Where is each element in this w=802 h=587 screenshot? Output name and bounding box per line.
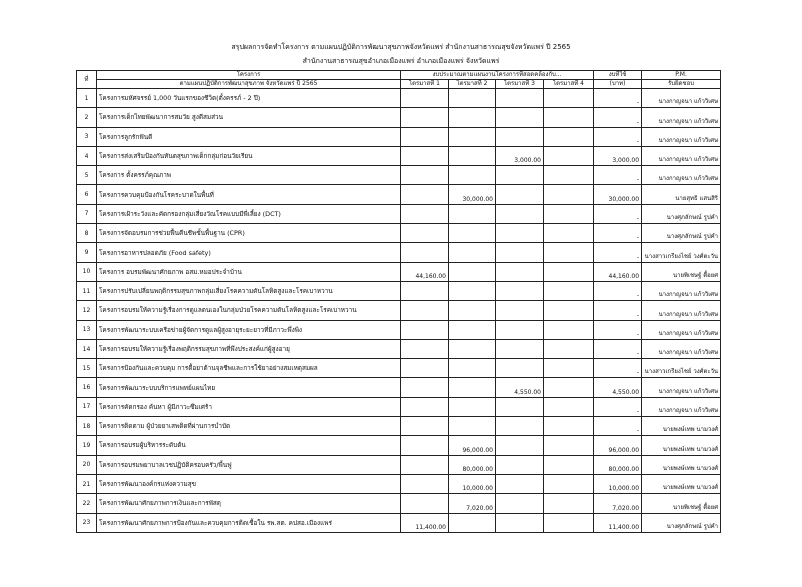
q3-amount [496,166,544,185]
q2-amount: 30,000.00 [449,185,496,204]
project-name: โครงการอบรมให้ความรู้เรื่องพฤติกรรมสุขภาพที่พึงประสงค์แก่ผู้สูงอายุ [97,339,401,358]
q1-amount [401,89,449,108]
project-name: โครงการพัฒนาศักยภาพการเงินและการพัสดุ [97,494,401,513]
q3-amount [496,339,544,358]
row-number: 20 [77,455,97,474]
q4-amount [544,281,594,300]
table-row [77,417,721,436]
q3-amount [496,494,544,513]
q2-amount [449,378,496,397]
header-q4: ไตรมาสที่ 4 [544,80,594,89]
table-header-row-1 [77,71,721,80]
table-row [77,262,721,281]
budget-amount: - [594,301,642,320]
table-row [77,224,721,243]
table-row [77,108,721,127]
project-name: โครงการเฝ้าระวังและคัดกรองกลุ่มเสี่ยงวัณโรคแบบมีพี่เลี้ยง (DCT) [97,204,401,223]
budget-amount: 96,000.00 [594,436,642,455]
budget-amount: 44,160.00 [594,262,642,281]
pm-responsible: นางกาญจนา แก้ววิเศษ [642,301,721,320]
table-header-row-2 [77,80,721,89]
pm-responsible: นางสาวเกรียงไชย์ วงศ์ตะวัน [642,243,721,262]
project-name: โครงการอบรมพยาบาลเวชปฏิบัติครอบครัว/พื้นฟู [97,455,401,474]
project-name: โครงการติดตาม ผู้ป่วยยาเสพติดที่ผ่านการบำบัด [97,417,401,436]
table-row [77,243,721,262]
project-name: โครงการปรับเปลี่ยนพฤติกรรมสุขภาพกลุ่มเสี่ยงโรคความดันโลหิตสูงและโรคเบาหวาน [97,281,401,300]
q3-amount [496,320,544,339]
pm-responsible: นางศุภลักษณ์ รูปคำ [642,204,721,223]
pm-responsible: นางกาญจนา แก้ววิเศษ [642,397,721,416]
row-number: 18 [77,417,97,436]
q4-amount [544,89,594,108]
q1-amount [401,301,449,320]
table-row [77,397,721,416]
q1-amount [401,378,449,397]
project-name: โครงการควบคุมป้องกันโรคระบาดในพื้นที่ [97,185,401,204]
q1-amount [401,455,449,474]
pm-responsible: นายพงษ์เทพ นามวงศ์ [642,455,721,474]
q4-amount [544,204,594,223]
header-budget-top: งบที่ใช้ [594,71,642,80]
q2-amount [449,89,496,108]
row-number: 8 [77,224,97,243]
row-number: 14 [77,339,97,358]
row-number: 11 [77,281,97,300]
q3-amount [496,108,544,127]
row-number: 2 [77,108,97,127]
q3-amount [496,359,544,378]
row-number: 21 [77,474,97,493]
pm-responsible: นางกาญจนา แก้ววิเศษ [642,166,721,185]
q2-amount [449,339,496,358]
header-q3: ไตรมาสที่ 3 [496,80,544,89]
q4-amount [544,224,594,243]
pm-responsible: นางกาญจนา แก้ววิเศษ [642,89,721,108]
q4-amount [544,339,594,358]
row-number: 10 [77,262,97,281]
table-row [77,513,721,532]
q3-amount [496,301,544,320]
budget-amount: 7,020.00 [594,494,642,513]
project-name: โครงการลูกรักฟันดี [97,127,401,146]
q2-amount [449,204,496,223]
q1-amount [401,339,449,358]
q1-amount [401,320,449,339]
q3-amount [496,185,544,204]
q1-amount [401,166,449,185]
pm-responsible: นางกาญจนา แก้ววิเศษ [642,320,721,339]
header-quarters-group: งบประมาณตามแผนงานโครงการที่สอดคล้องกับ... [401,71,594,80]
row-number: 5 [77,166,97,185]
project-name: โครงการจัดอบรมการช่วยฟื้นคืนชีพขั้นพื้นฐาน (CPR) [97,224,401,243]
table-row [77,320,721,339]
pm-responsible: นายสุทธิ แสนสิริ [642,185,721,204]
q2-amount [449,301,496,320]
pm-responsible: นางศุภลักษณ์ รูปคำ [642,513,721,532]
project-name: โครงการพัฒนาระบบบริการแพทย์แผนไทย [97,378,401,397]
q3-amount [496,281,544,300]
row-number: 6 [77,185,97,204]
q2-amount [449,146,496,165]
q1-amount [401,397,449,416]
q4-amount [544,243,594,262]
q4-amount [544,378,594,397]
row-number: 23 [77,513,97,532]
project-name: โครงการ อบรมพัฒนาศักยภาพ อสม.หมอประจำบ้าน [97,262,401,281]
pm-responsible: นางกาญจนา แก้ววิเศษ [642,108,721,127]
table-row [77,166,721,185]
q1-amount [401,281,449,300]
q1-amount [401,359,449,378]
pm-responsible: นายพิเชษฐ์ ตื้อยศ [642,494,721,513]
q2-amount [449,243,496,262]
q4-amount [544,108,594,127]
q4-amount [544,513,594,532]
header-pm-top: P.M. [642,71,721,80]
q3-amount [496,262,544,281]
q3-amount [496,474,544,493]
table-row [77,455,721,474]
pm-responsible: นางกาญจนา แก้ววิเศษ [642,281,721,300]
q4-amount [544,301,594,320]
budget-amount: 80,000.00 [594,455,642,474]
budget-amount: 10,000.00 [594,474,642,493]
q4-amount [544,397,594,416]
q3-amount [496,243,544,262]
document-subtitle: สำนักงานสาธารณสุขอำเภอเมืองแพร่ อำเภอเมืองแพร่ จังหวัดแพร่ [302,57,500,65]
pm-responsible: นางศุภลักษณ์ รูปคำ [642,224,721,243]
q2-amount [449,166,496,185]
row-number: 9 [77,243,97,262]
budget-amount: - [594,339,642,358]
q2-amount [449,224,496,243]
row-number: 1 [77,89,97,108]
q3-amount [496,89,544,108]
row-number: 4 [77,146,97,165]
q4-amount [544,494,594,513]
q1-amount [401,494,449,513]
budget-amount: - [594,108,642,127]
row-number: 3 [77,127,97,146]
budget-amount: - [594,224,642,243]
table-row [77,204,721,223]
q2-amount [449,127,496,146]
header-budget-bottom: (บาท) [594,80,642,89]
q4-amount [544,436,594,455]
row-number: 22 [77,494,97,513]
pm-responsible: นางกาญจนา แก้ววิเศษ [642,339,721,358]
budget-amount: - [594,359,642,378]
pm-responsible: นายพงษ์เทพ นามวงศ์ [642,417,721,436]
q2-amount [449,108,496,127]
pm-responsible: นางกาญจนา แก้ววิเศษ [642,378,721,397]
table-row [77,127,721,146]
q4-amount [544,166,594,185]
row-number: 15 [77,359,97,378]
table-row [77,339,721,358]
header-q2: ไตรมาสที่ 2 [449,80,496,89]
pm-responsible: นายพิเชษฐ์ ตื้อยศ [642,262,721,281]
budget-amount: - [594,89,642,108]
q1-amount [401,417,449,436]
table-row [77,301,721,320]
table-row [77,474,721,493]
table-row [77,146,721,165]
q2-amount [449,513,496,532]
q2-amount: 96,000.00 [449,436,496,455]
project-name: โครงการพัฒนาระบบเครือข่ายผู้จัดการดูแลผู้สูงอายุระยะยาวที่มีภาวะพึ่งพิง [97,320,401,339]
project-name: โครงการอบรมผู้บริหารระดับต้น [97,436,401,455]
budget-amount: 4,550.00 [594,378,642,397]
q1-amount [401,243,449,262]
row-number: 16 [77,378,97,397]
pm-responsible: นางสาวเกรียงไชย์ วงศ์ตะวัน [642,359,721,378]
q1-amount [401,127,449,146]
q3-amount [496,127,544,146]
budget-amount: - [594,127,642,146]
q3-amount [496,455,544,474]
q1-amount [401,436,449,455]
budget-amount: 30,000.00 [594,185,642,204]
project-name: โครงการส่งเสริมป้องกันทันตสุขภาพเด็กกลุ่มก่อนวัยเรียน [97,146,401,165]
budget-amount: - [594,397,642,416]
row-number: 17 [77,397,97,416]
q3-amount: 4,550.00 [496,378,544,397]
q2-amount [449,359,496,378]
q1-amount [401,224,449,243]
header-pm-bottom: รับผิดชอบ [642,80,721,89]
header-project-top: โครงการ [97,71,401,80]
q3-amount [496,204,544,223]
project-name: โครงการ ตั้งครรภ์คุณภาพ [97,166,401,185]
row-number: 12 [77,301,97,320]
q2-amount [449,417,496,436]
table-row [77,89,721,108]
q4-amount [544,474,594,493]
budget-amount: - [594,243,642,262]
projects-table [76,70,721,533]
table-row [77,436,721,455]
q1-amount: 44,160.00 [401,262,449,281]
project-name: โครงการคัดกรอง ค้นหา ผู้มีภาวะซึมเศร้า [97,397,401,416]
project-name: โครงการอาหารปลอดภัย (Food safety) [97,243,401,262]
q4-amount [544,185,594,204]
q4-amount [544,455,594,474]
q1-amount [401,204,449,223]
q4-amount [544,146,594,165]
project-name: โครงการเด็กไทยพัฒนาการสมวัย สูงดีสมส่วน [97,108,401,127]
q1-amount [401,108,449,127]
q2-amount [449,262,496,281]
q3-amount [496,436,544,455]
project-name: โครงการพัฒนาองค์กรแห่งความสุข [97,474,401,493]
pm-responsible: นายพงษ์เทพ นามวงศ์ [642,474,721,493]
budget-amount: 11,400.00 [594,513,642,532]
q3-amount: 3,000.00 [496,146,544,165]
q4-amount [544,320,594,339]
header-no: ที่ [77,71,97,89]
table-row [77,359,721,378]
q2-amount: 10,000.00 [449,474,496,493]
budget-amount: 3,000.00 [594,146,642,165]
q4-amount [544,359,594,378]
header-project-bottom: ตามแผนปฏิบัติการพัฒนาสุขภาพ จังหวัดแพร่ ปี 2565 [97,80,401,89]
q3-amount [496,224,544,243]
q1-amount [401,185,449,204]
row-number: 19 [77,436,97,455]
document-title: สรุปผลการจัดทำโครงการ ตามแผนปฏิบัติการพัฒนาสุขภาพจังหวัดแพร่ สำนักงานสาธารณสุขจังหวัดแพร่ ปี 2565 [231,43,571,51]
header-q1: ไตรมาสที่ 1 [401,80,449,89]
q2-amount [449,397,496,416]
project-name: โครงการป้องกันและควบคุม การดื้อยาต้านจุลชีพและการใช้ยาอย่างสมเหตุสมผล [97,359,401,378]
table-row [77,494,721,513]
project-name: โครงการพัฒนาศักยภาพการป้องกันและควบคุมการติดเชื้อใน รพ.สต. คปสอ.เมืองแพร่ [97,513,401,532]
budget-amount: - [594,417,642,436]
budget-amount: - [594,281,642,300]
q1-amount [401,474,449,493]
q2-amount [449,281,496,300]
table-row [77,185,721,204]
q1-amount: 11,400.00 [401,513,449,532]
table-row [77,281,721,300]
q4-amount [544,262,594,281]
project-name: โครงการอบรมให้ความรู้เรื่องการดูแลตนเองในกลุ่มป่วยโรคความดันโลหิตสูงและโรคเบาหวาน [97,301,401,320]
budget-amount: - [594,204,642,223]
q4-amount [544,417,594,436]
row-number: 7 [77,204,97,223]
project-name: โครงการมหัศจรรย์ 1,000 วันแรกของชีวิต(ตั้งครรภ์ - 2 ปี) [97,89,401,108]
q3-amount [496,397,544,416]
q2-amount: 7,020.00 [449,494,496,513]
pm-responsible: นายพงษ์เทพ นามวงศ์ [642,436,721,455]
q1-amount [401,146,449,165]
budget-amount: - [594,166,642,185]
q2-amount [449,320,496,339]
q3-amount [496,513,544,532]
q3-amount [496,417,544,436]
budget-amount: - [594,320,642,339]
row-number: 13 [77,320,97,339]
pm-responsible: นางกาญจนา แก้ววิเศษ [642,146,721,165]
q2-amount: 80,000.00 [449,455,496,474]
pm-responsible: นางกาญจนา แก้ววิเศษ [642,127,721,146]
table-row [77,378,721,397]
q4-amount [544,127,594,146]
